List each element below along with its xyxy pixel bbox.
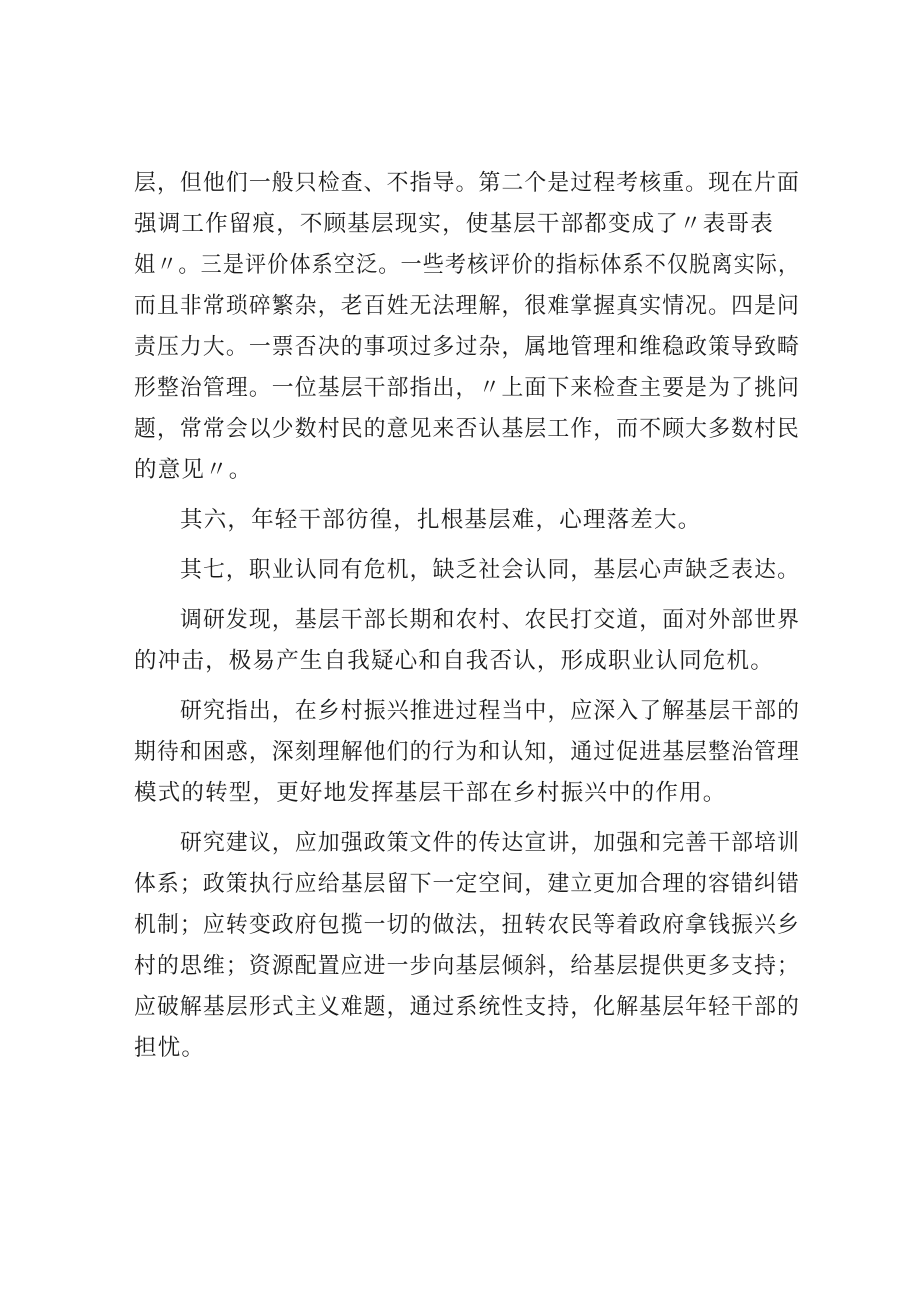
text-line: 的冲击，极易产生自我疑心和自我否认，形成职业认同危机。 (134, 648, 774, 674)
text-line: 题，常常会以少数村民的意见来否认基层工作，而不顾大多数村民 (134, 416, 801, 442)
text-line: 强调工作留痕，不顾基层现实，使基层干部都变成了〃表哥表 (134, 211, 774, 237)
text-line: 的意见〃。 (134, 457, 253, 483)
text-line: 模式的转型，更好地发挥基层干部在乡村振兴中的作用。 (134, 780, 727, 806)
text-line: 研究建议，应加强政策文件的传达宣讲，加强和完善干部培训 (180, 830, 801, 856)
text-line: 应破解基层形式主义难题，通过系统性支持，化解基层年轻干部的 (134, 994, 801, 1020)
text-line: 责压力大。一票否决的事项过多过杂，属地管理和维稳政策导致畸 (134, 334, 801, 360)
text-line: 层，但他们一般只检查、不指导。第二个是过程考核重。现在片面 (134, 170, 801, 196)
text-line: 体系；政策执行应给基层留下一定空间，建立更加合理的容错纠错 (134, 871, 801, 897)
text-line: 村的思维；资源配置应进一步向基层倾斜，给基层提供更多支持； (134, 953, 801, 979)
text-line: 期待和困惑，深刻理解他们的行为和认知，通过促进基层整治管理 (134, 739, 801, 765)
paragraph-item-six: 其六，年轻干部彷徨，扎根基层难，心理落差大。 (180, 507, 702, 533)
text-line: 机制；应转变政府包揽一切的做法，扭转农民等着政府拿钱振兴乡 (134, 912, 801, 938)
paragraph-item-seven: 其七，职业认同有危机，缺乏社会认同，基层心声缺乏表达。 (180, 557, 801, 583)
text-line: 而且非常琐碎繁杂，老百姓无法理解，很难掌握真实情况。四是问 (134, 293, 801, 319)
text-line: 调研发现，基层干部长期和农村、农民打交道，面对外部世界 (180, 607, 801, 633)
text-line: 姐〃。三是评价体系空泛。一些考核评价的指标体系不仅脱离实际， (134, 252, 801, 278)
text-line: 形整治管理。一位基层干部指出，〃上面下来检查主要是为了挑问 (134, 375, 801, 401)
text-line: 研究指出，在乡村振兴推进过程当中，应深入了解基层干部的 (180, 698, 801, 724)
text-line: 担忧。 (134, 1035, 206, 1061)
